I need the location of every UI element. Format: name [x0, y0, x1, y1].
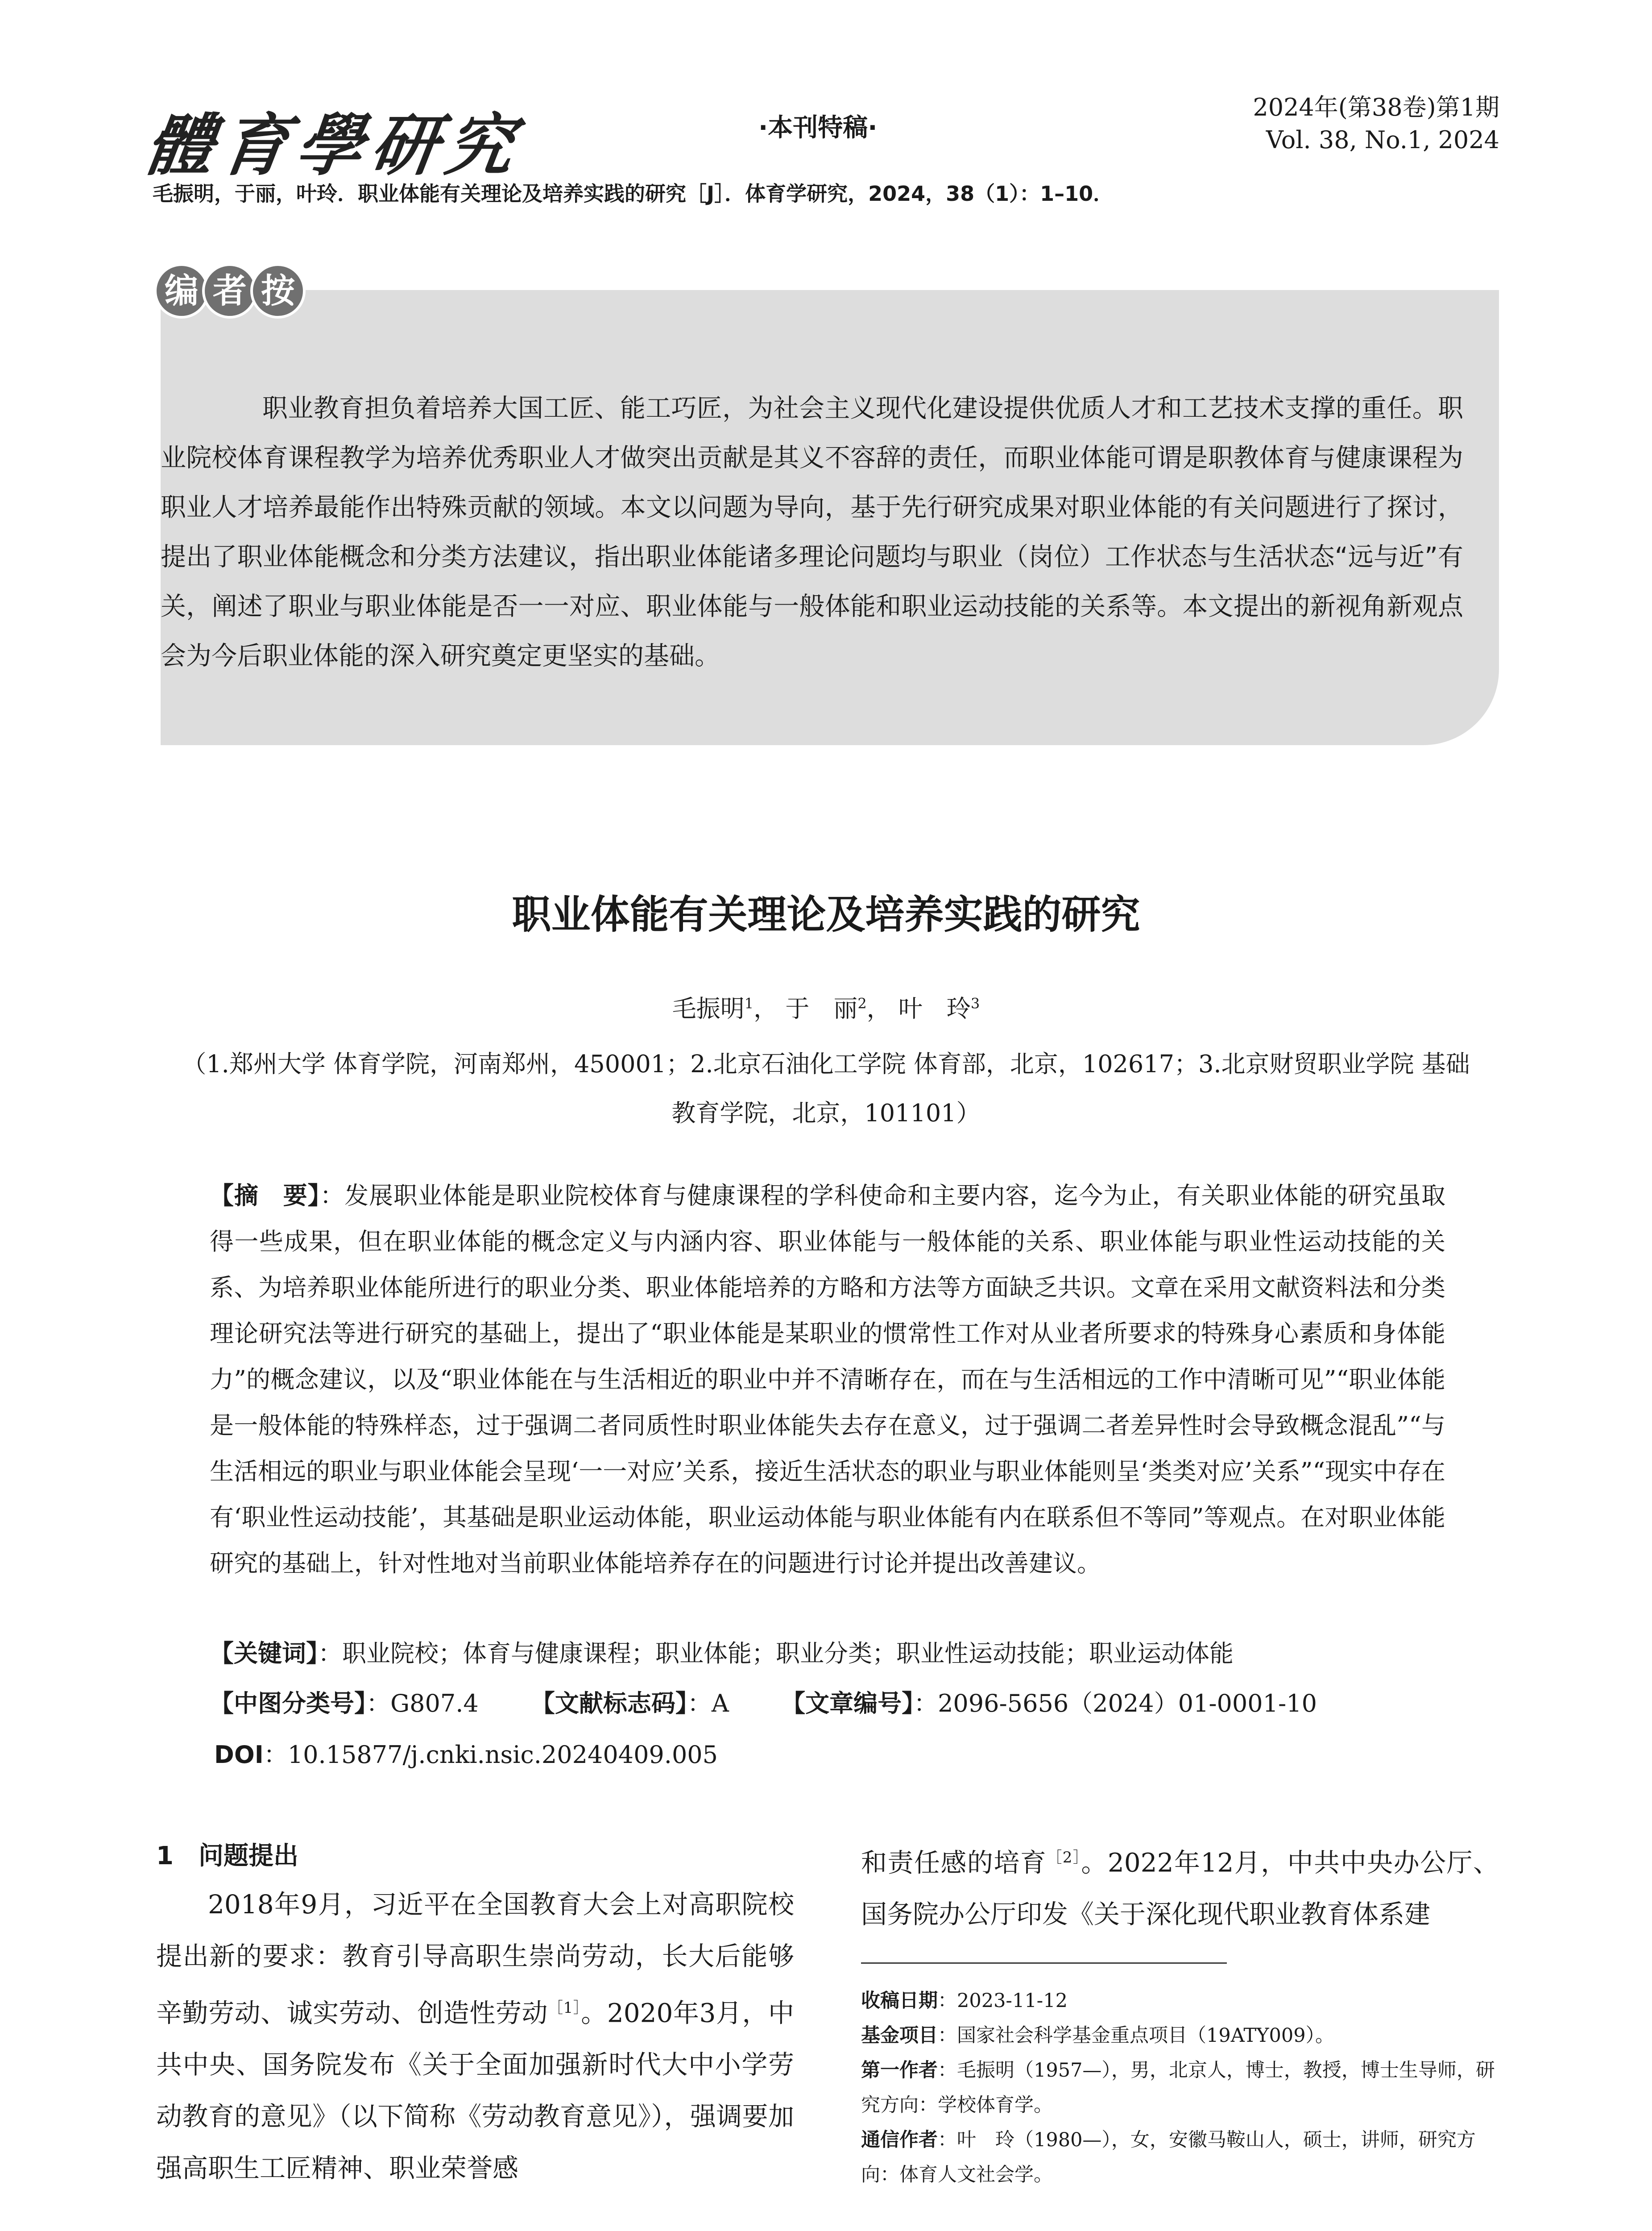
issue-info-en: Vol. 38, No.1, 2024	[1266, 126, 1499, 154]
abstract-text: ：发展职业体能是职业院校体育与健康课程的学科使命和主要内容，迄今为止，有关职业体能的研究虽取得一些成果，但在职业体能的概念定义与内涵内容、职业体能与一般体能的关系、职业体能与职业性运动技能的关系、为培养职业体能所进行的职业分类、职业体能培养的方略和方法等方面缺乏共识。文章在采用文献资料法和分类理论研究法等进行研究的基础上，提出了“职业体能是某职业的惯常性工作对从业者所要求的特殊身心素质和身体能力”的概念建议，以及“职业体能在与生活相近的职业中并不清晰存在，而在与生活相远的工作中清晰可见”“职业体能是一般体能的特殊样态，过于强调二者同质性时职业体能失去存在意义，过于强调二者差异性时会导致概念混乱”“与生活相远的职业与职业体能会呈现‘一一对应’关系，接近生活状态的职业与职业体能则呈‘类类对应’关系”“现实中存在有‘职业性运动技能’，其基础是职业运动体能，职业运动体能与职业体能有内在联系但不等同”等观点。在对职业体能研究的基础上，针对性地对当前职业体能培养存在的问题进行讨论并提出改善建议。	[210, 1182, 1446, 1577]
first-author-note: 第一作者：毛振明（1957—），男，北京人，博士，教授，博士生导师，研究方向：学校体育学。	[861, 2059, 1495, 2116]
author-affil-mark: 2	[857, 995, 867, 1012]
article-number-label: 【文章编号】	[781, 1689, 914, 1717]
received-date: 收稿日期：2023-11-12	[861, 1990, 1068, 2012]
editor-note-badge: 者	[202, 263, 257, 319]
author-name: 于 丽	[785, 995, 858, 1023]
keywords	[210, 1634, 1445, 1669]
citation-ref: ［2］	[1047, 1849, 1081, 1866]
fund-project: 基金项目：国家社会科学基金重点项目（19ATY009）。	[861, 2024, 1335, 2047]
clc-label: 【中图分类号】	[210, 1689, 366, 1717]
author-name: 叶 玲	[898, 995, 971, 1023]
column-tag: ·本刊特稿·	[758, 113, 878, 142]
doi-line	[214, 1736, 718, 1770]
abstract	[210, 1173, 1445, 1586]
abstract-label: 【摘 要】	[210, 1182, 320, 1210]
doc-code-label: 【文献标志码】	[530, 1689, 687, 1717]
keywords-label: 【关键词】	[210, 1639, 318, 1667]
classification-line	[210, 1684, 1459, 1719]
issue-info-cn: 2024年(第38卷)第1期	[1253, 93, 1499, 121]
doc-code-value: ：A	[687, 1689, 729, 1717]
article-title: 职业体能有关理论及培养实践的研究	[512, 892, 1140, 937]
journal-logo: 體育學研究	[141, 106, 527, 185]
body-paragraph: 2018年9月，习近平在全国教育大会上对高职院校提出新的要求：教育引导高职生崇尚劳动，长大后能够辛勤劳动、诚实劳动、创造性劳动$^{[1]}$。2020年3月，中共中央、国务院发布《关于全面加强新时代大中小学劳动教育的意见》（以下简称《劳动教育意见》），强调要加强高职生工匠精神、职业荣誉感	[156, 1889, 794, 2184]
citation-line: 毛振明，于丽，叶玲．职业体能有关理论及培养实践的研究［J］．体育学研究，2024，38（1）：1–10．	[153, 182, 1114, 206]
body-column-left	[156, 1879, 794, 2194]
author-name: 毛振明	[672, 995, 745, 1023]
clc-value: ：G807.4	[366, 1689, 479, 1717]
editor-note-text: 职业教育担负着培养大国工匠、能工巧匠，为社会主义现代化建设提供优质人才和工艺技术支撑的重任。职业院校体育课程教学为培养优秀职业人才做突出贡献是其义不容辞的责任，而职业体能可谓是职教体育与健康课程为职业人才培养最能作出特殊贡献的领域。本文以问题为导向，基于先行研究成果对职业体能的有关问题进行了探讨，提出了职业体能概念和分类方法建议，指出职业体能诸多理论问题均与职业（岗位）工作状态与生活状态“远与近”有关，阐述了职业与职业体能是否一一对应、职业体能与一般体能和职业运动技能的关系等。本文提出的新视角新观点会为今后职业体能的深入研究奠定更坚实的基础。	[161, 394, 1463, 671]
section-heading: 1 问题提出	[156, 1841, 298, 1870]
doi-label: DOI	[214, 1741, 264, 1769]
citation-ref: ［1］	[548, 1999, 581, 2017]
keywords-text: ：职业院校；体育与健康课程；职业体能；职业分类；职业性运动技能；职业运动体能	[318, 1639, 1234, 1667]
affiliations: （1.郑州大学 体育学院，河南郑州，450001；2.北京石油化工学院 体育部，北京，102617；3.北京财贸职业学院 基础教育学院，北京，101101）	[182, 1050, 1470, 1127]
author-affil-mark: 3	[970, 995, 980, 1012]
doi-value: ：10.15877/j.cnki.nsic.20240409.005	[263, 1741, 718, 1769]
editor-note-badge: 编	[154, 263, 209, 319]
body-column-right: 和责任感的培育$^{[2]}$。2022年12月，中共中央办公厅、国务院办公厅印发《关于深化现代职业教育体系建	[861, 1847, 1499, 1930]
author-line: 毛振明$^1$， 于 丽$^2$， 叶 玲$^3$	[672, 995, 980, 1023]
footnote-divider	[861, 1962, 1227, 1964]
editor-note-badge: 按	[250, 263, 306, 319]
corresponding-author-note: 通信作者：叶 玲（1980—），女，安徽马鞍山人，硕士，讲师，研究方向：体育人文社会学。	[861, 2129, 1476, 2186]
author-affil-mark: 1	[744, 995, 754, 1012]
footnotes	[861, 1983, 1503, 2192]
article-number-value: ：2096-5656（2024）01-0001-10	[914, 1689, 1317, 1717]
